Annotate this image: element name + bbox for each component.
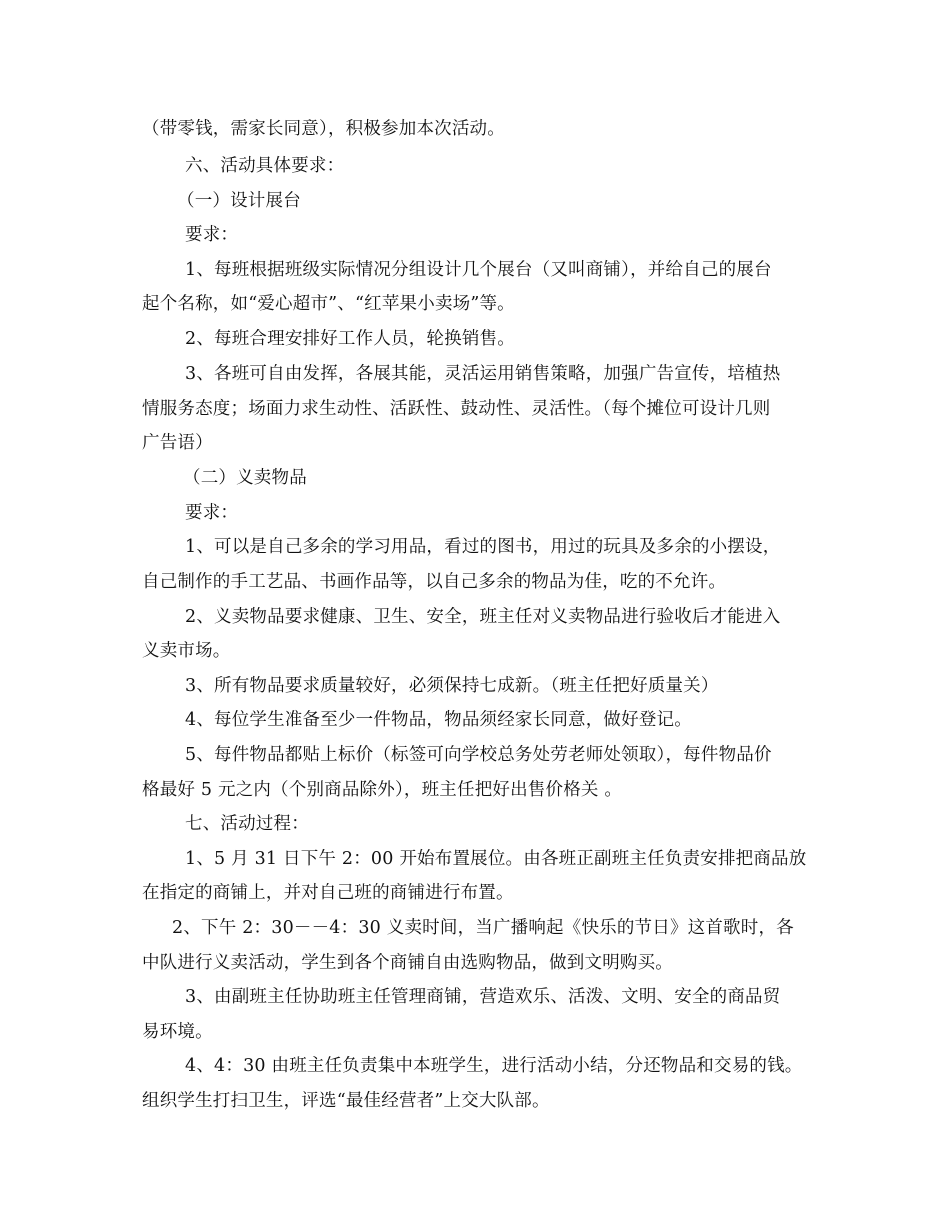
body-line-14: 自己制作的手工艺品、书画作品等，以自己多余的物品为佳，吃的不允许。 [142, 572, 727, 592]
subsection-heading-2: （二）义卖物品 [183, 468, 307, 488]
section-heading-6: 六、活动具体要求： [185, 156, 345, 176]
body-line-28: 4、4：30 由班主任负责集中本班学生，进行活动小结，分还物品和交易的钱。 [185, 1056, 803, 1076]
body-line-25: 中队进行义卖活动，学生到各个商铺自由选购物品，做到文明购买。 [142, 953, 673, 973]
body-line-24: 2、下午 2：30－－4：30 义卖时间，当广播响起《快乐的节日》这首歌时，各 [172, 918, 794, 938]
body-line-7: 2、每班合理安排好工作人员，轮换销售。 [185, 329, 515, 349]
body-line-26: 3、由副班主任协助班主任管理商铺，营造欢乐、活泼、文明、安全的商品贸 [185, 987, 781, 1007]
body-line-8: 3、各班可自由发挥，各展其能，灵活运用销售策略，加强广告宣传，培植热 [185, 364, 781, 384]
body-line-13: 1、可以是自己多余的学习用品，看过的图书，用过的玩具及多余的小摆设， [185, 537, 781, 557]
requirements-label-1: 要求： [185, 225, 239, 245]
body-line-19: 5、每件物品都贴上标价（标签可向学校总务处劳老师处领取），每件物品价 [185, 745, 772, 765]
body-line-22: 1、5 月 31 日下午 2：00 开始布置展位。由各班正副班主任负责安排把商品放 [185, 849, 807, 869]
body-line-6: 起个名称，如“爱心超市”、“红苹果小卖场”等。 [142, 294, 515, 314]
body-line-15: 2、义卖物品要求健康、卫生、安全，班主任对义卖物品进行验收后才能进入 [185, 607, 781, 627]
body-line-29: 组织学生打扫卫生，评选“最佳经营者”上交大队部。 [142, 1091, 550, 1111]
body-line-16: 义卖市场。 [142, 641, 231, 661]
body-line-18: 4、每位学生准备至少一件物品，物品须经家长同意，做好登记。 [185, 710, 692, 730]
body-line-27: 易环境。 [142, 1022, 213, 1042]
body-line-5: 1、每班根据班级实际情况分组设计几个展台（又叫商铺），并给自己的展台 [185, 260, 772, 280]
body-line-1: （带零钱，需家长同意），积极参加本次活动。 [142, 119, 505, 139]
body-line-10: 广告语） [142, 433, 213, 453]
subsection-heading-1: （一）设计展台 [177, 191, 301, 211]
section-heading-7: 七、活动过程： [185, 814, 309, 834]
body-line-20: 格最好 5 元之内（个别商品除外），班主任把好出售价格关 。 [142, 780, 623, 800]
requirements-label-2: 要求： [185, 503, 239, 523]
body-line-9: 情服务态度；场面力求生动性、活跃性、鼓动性、灵活性。（每个摊位可设计几则 [142, 399, 771, 419]
body-line-23: 在指定的商铺上，并对自己班的商铺进行布置。 [142, 883, 514, 903]
body-line-17: 3、所有物品要求质量较好，必须保持七成新。（班主任把好质量关） [185, 676, 719, 696]
